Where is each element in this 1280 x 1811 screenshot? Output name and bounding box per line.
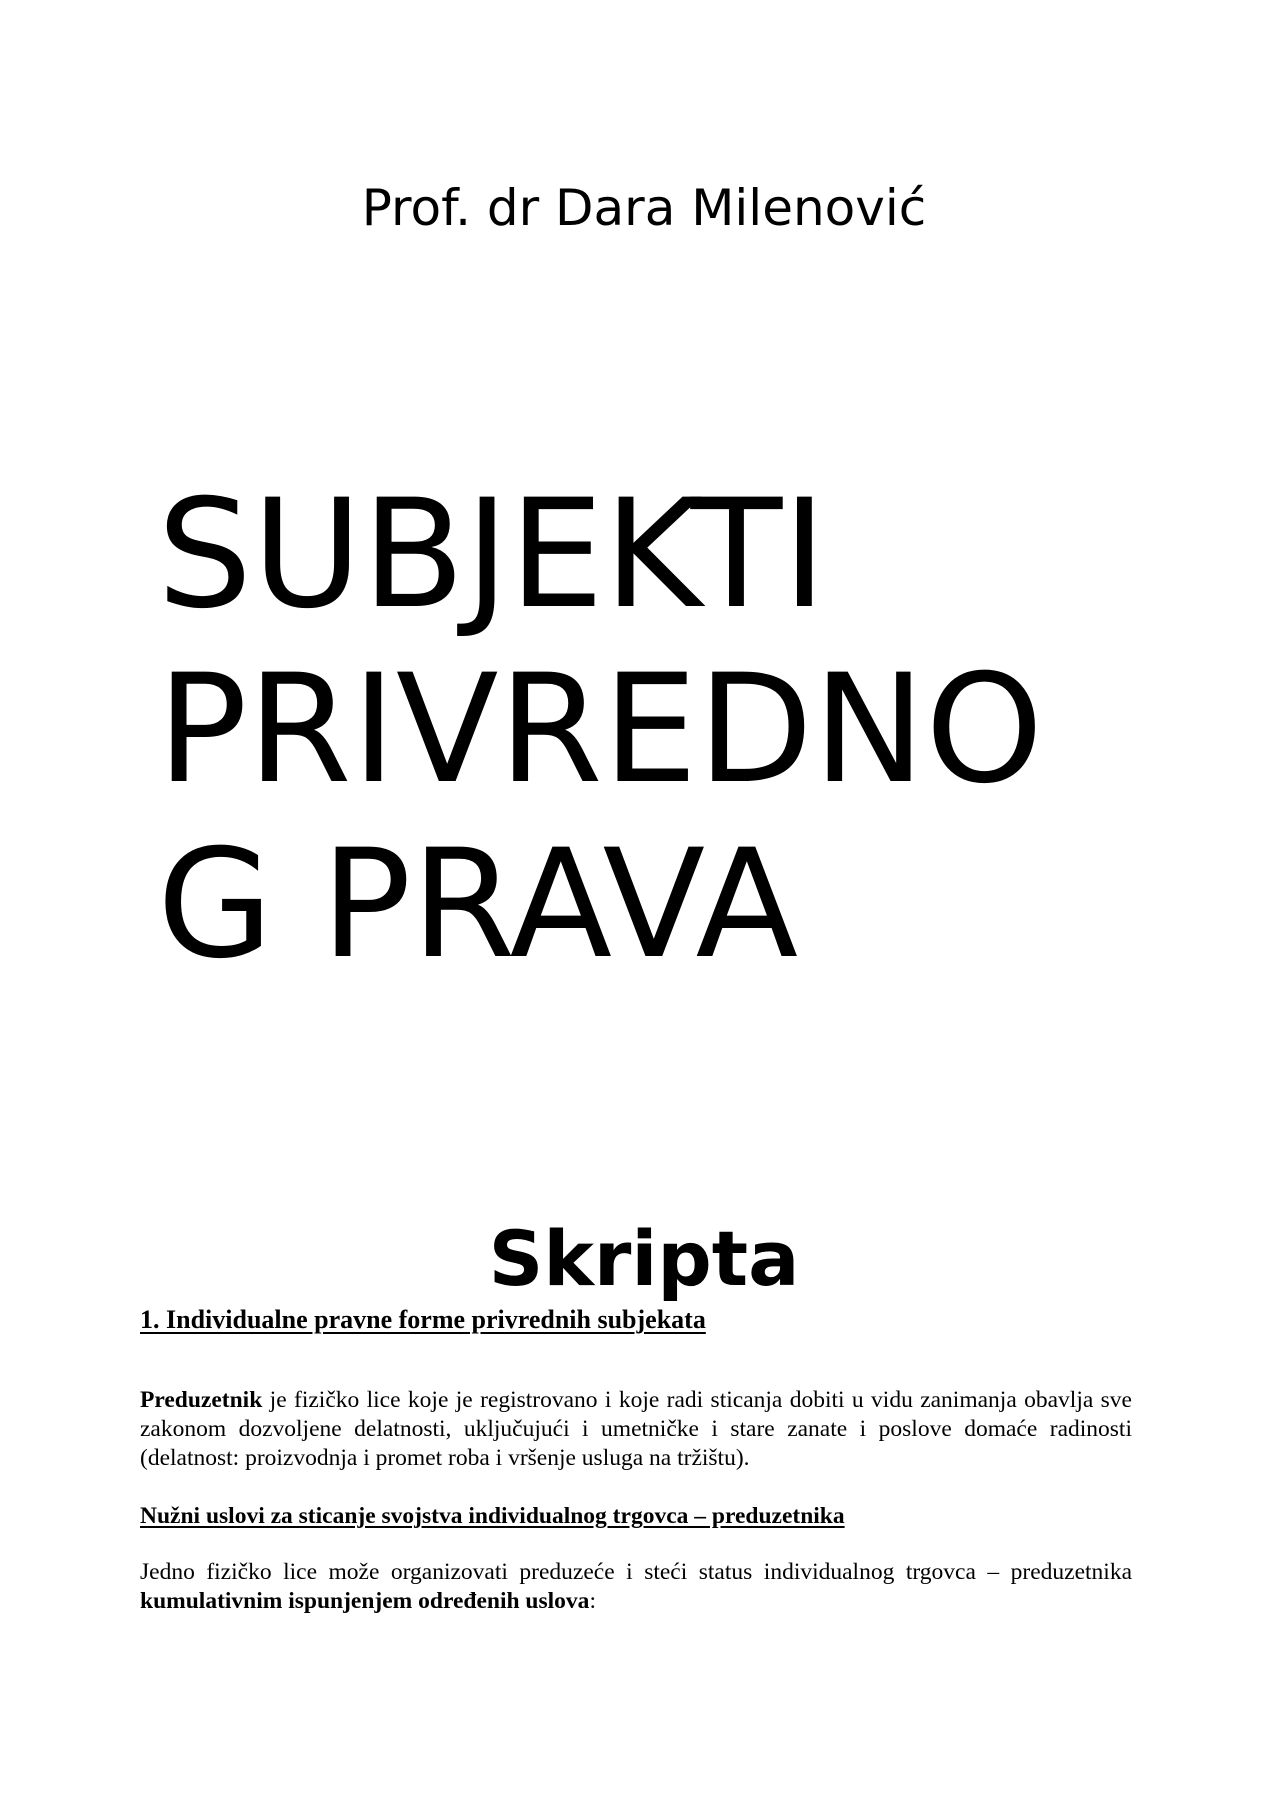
document-title bbox=[157, 468, 1257, 993]
paragraph-preduzetnik bbox=[140, 1386, 1132, 1473]
author-name: Prof. dr Dara Milenović bbox=[361, 179, 927, 237]
term-preduzetnik: Preduzetnik bbox=[140, 1387, 263, 1413]
paragraph-preduzetnik-text: je fizičko lice koje je registrovano i koje radi sticanja dobiti u vidu zanimanja obavlja sve zakonom dozvoljene delatnosti, uključujući i umetničke i stare zanate i poslove domaće radinosti (delatnost: proizvodnja i promet roba i vršenje usluga na tržištu). bbox=[140, 1387, 1132, 1471]
section-heading: 1. Individualne pravne forme privrednih subjekata bbox=[140, 1305, 706, 1334]
paragraph-uslovi-end: : bbox=[589, 1588, 596, 1614]
subsection-heading: Nužni uslovi za sticanje svojstva individualnog trgovca – preduzetnika bbox=[140, 1503, 845, 1529]
title-line-2: PRIVREDNO bbox=[157, 643, 1044, 817]
paragraph-uslovi-bold: kumulativnim ispunjenjem određenih uslova bbox=[140, 1588, 590, 1614]
paragraph-uslovi bbox=[140, 1558, 1132, 1616]
title-line-3: G PRAVA bbox=[157, 818, 799, 992]
paragraph-uslovi-text: Jedno fizičko lice može organizovati preduzeće i steći status individualnog trgovca – preduzetnika bbox=[140, 1559, 1132, 1585]
document-subtitle: Skripta bbox=[488, 1214, 800, 1303]
title-line-1: SUBJEKTI bbox=[157, 468, 827, 642]
